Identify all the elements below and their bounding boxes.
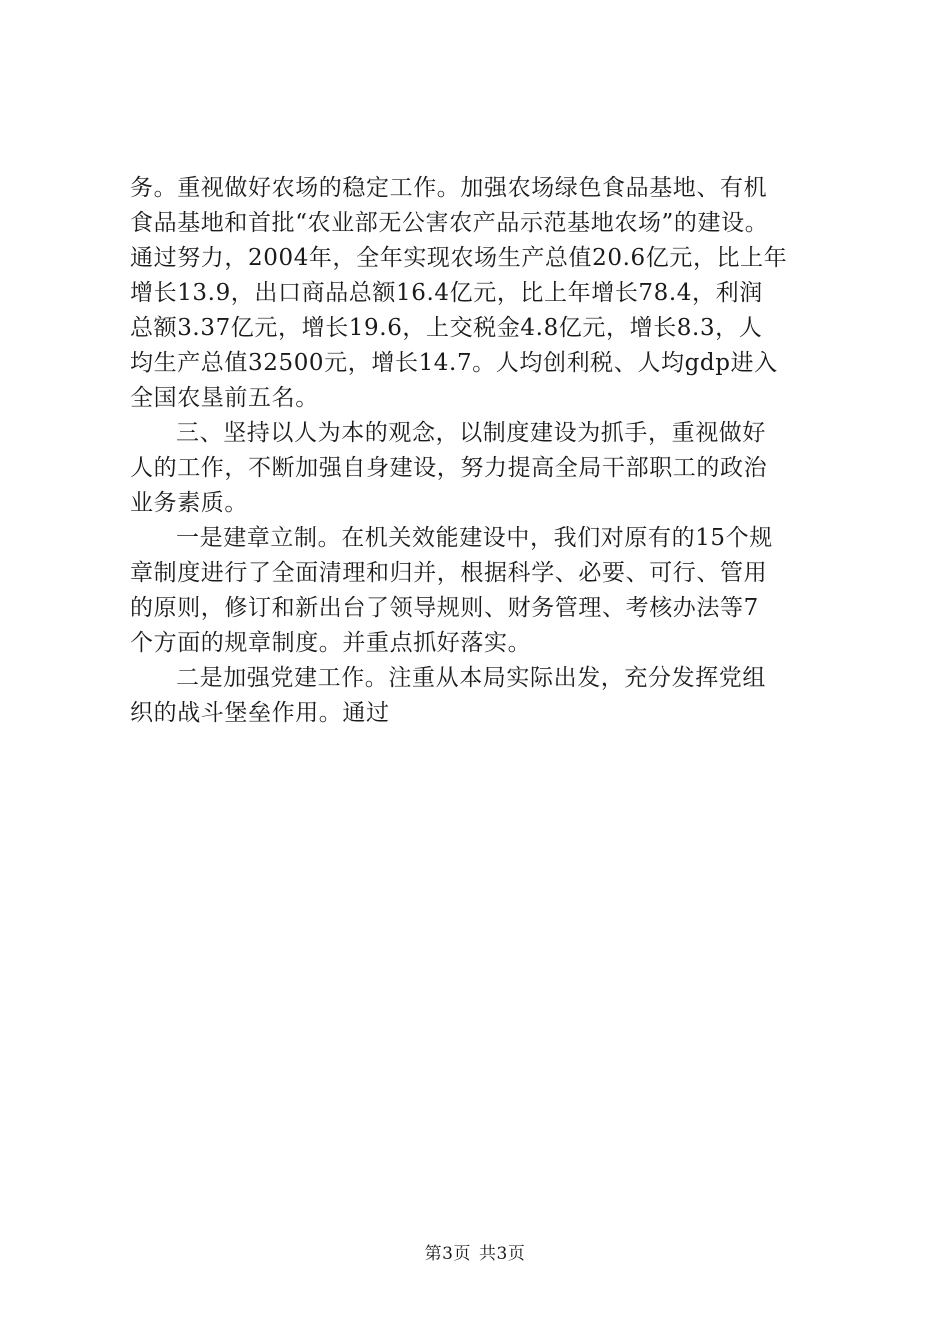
text-line: 全国农垦前五名。 [130,385,319,411]
text-line: 的原则，修订和新出台了领导规则、财务管理、考核办法等7 [130,595,759,621]
paragraph-first-line: 三、坚持以人为本的观念，以制度建设为抓手，重视做好 [176,420,766,446]
page-total: 共3页 [479,1244,526,1264]
text-line: 务。重视做好农场的稳定工作。加强农场绿色食品基地、有机 [130,175,768,201]
text-line: 人的工作，不断加强自身建设，努力提高全局干部职工的政治 [130,455,768,481]
text-line: 织的战斗堡垒作用。通过 [130,700,390,726]
text-line: 增长13.9，出口商品总额16.4亿元，比上年增长78.4，利润 [130,280,763,306]
text-line: 均生产总值32500元，增长14.7。人均创利税、人均gdp进入 [130,350,778,376]
paragraph-first-line: 一是建章立制。在机关效能建设中，我们对原有的15个规 [176,525,773,551]
paragraph-first-line: 二是加强党建工作。注重从本局实际出发，充分发挥党组 [176,665,766,691]
document-body [130,171,830,731]
text-line: 章制度进行了全面清理和归并，根据科学、必要、可行、管用 [130,560,768,586]
text-line: 通过努力，2004年，全年实现农场生产总值20.6亿元，比上年 [130,245,788,271]
text-line: 个方面的规章制度。并重点抓好落实。 [130,630,532,656]
text-line: 业务素质。 [130,490,248,516]
page-number: 第3页 [424,1244,471,1264]
page-footer [0,1242,950,1266]
text-line: 总额3.37亿元，增长19.6，上交税金4.8亿元，增长8.3，人 [130,315,763,341]
text-line: 食品基地和首批“农业部无公害农产品示范基地农场”的建设。 [130,210,769,236]
